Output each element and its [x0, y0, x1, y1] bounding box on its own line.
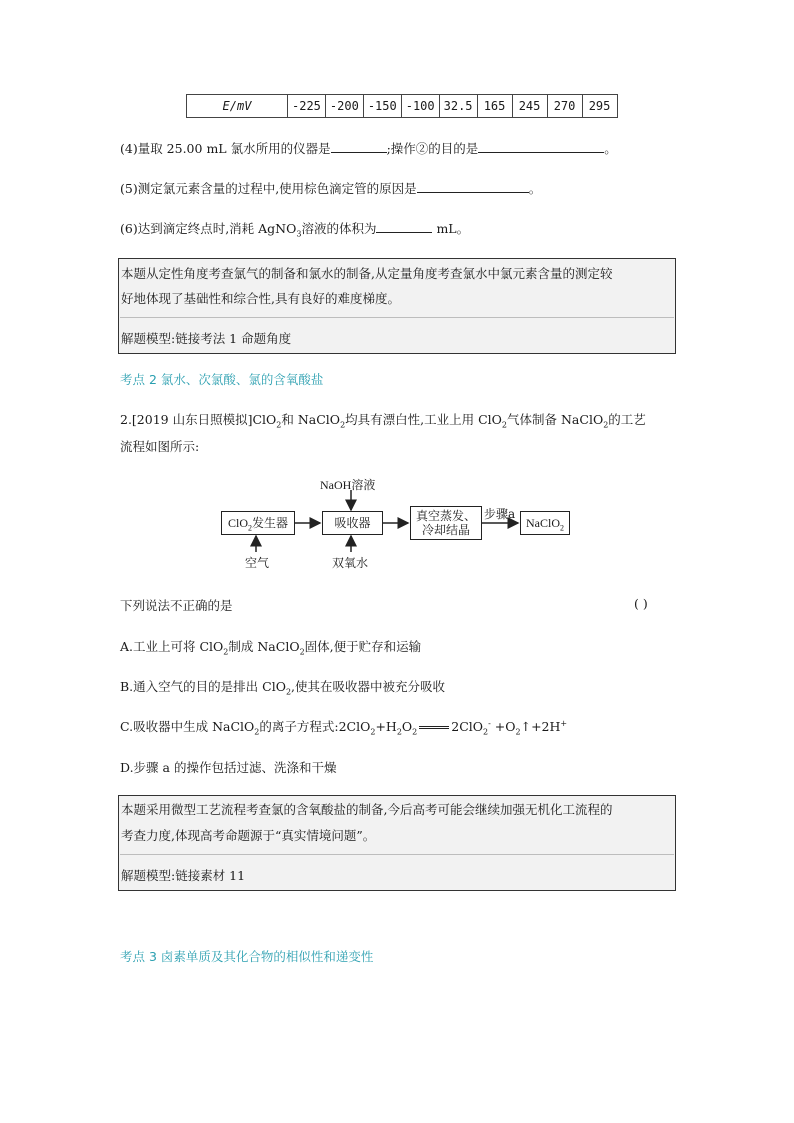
question-4: (4)量取 25.00 mL 氯水所用的仪器是 ;操作②的目的是 。	[120, 141, 617, 156]
naclo2-product-box: NaClO$_2$	[520, 511, 570, 535]
h2o2-label: 双氧水	[332, 556, 369, 570]
table-cell: 270	[547, 95, 582, 118]
answer-parentheses[interactable]: ( )	[634, 596, 648, 611]
table-cell: -150	[363, 95, 401, 118]
table-cell: 165	[477, 95, 512, 118]
commentary-box	[118, 258, 676, 354]
option-a[interactable]: A.工业上可将 ClO$_2$制成 NaClO$_2$固体,便于贮存和运输	[120, 639, 422, 657]
potential-table	[186, 94, 618, 118]
question-5: (5)测定氯元素含量的过程中,使用棕色滴定管的原因是 。	[120, 181, 542, 196]
table-cell: 32.5	[439, 95, 477, 118]
section-heading: 考点 3 卤素单质及其化合物的相似性和递变性	[120, 949, 374, 964]
answer-blank[interactable]	[331, 140, 387, 153]
option-d[interactable]: D.步骤 a 的操作包括过滤、洗涤和干燥	[120, 760, 337, 775]
table-cell: 295	[582, 95, 617, 118]
answer-blank[interactable]	[376, 220, 432, 233]
model-link: 解题模型:链接素材 11	[121, 868, 246, 883]
question-2-line1: 2.[2019 山东日照模拟]ClO$_2$和 NaClO$_2$均具有漂白性,工业上用 ClO$_2$气体制备 NaClO$_2$的工艺	[120, 412, 646, 430]
table-cell: 245	[512, 95, 547, 118]
commentary-box	[118, 795, 676, 891]
answer-blank[interactable]	[478, 140, 604, 153]
evaporation-box: 真空蒸发、 冷却结晶	[410, 506, 482, 540]
commentary-line: 考查力度,体现高考命题源于“真实情境问题”。	[121, 828, 376, 843]
naoh-label: NaOH溶液	[320, 478, 376, 492]
section-heading: 考点 2 氯水、次氯酸、氯的含氧酸盐	[120, 372, 324, 387]
model-link: 解题模型:链接考法 1 命题角度	[121, 331, 292, 346]
table-cell: -225	[288, 95, 326, 118]
air-label: 空气	[245, 556, 270, 570]
commentary-line: 本题从定性角度考查氯气的制备和氯水的制备,从定量角度考查氯水中氯元素含量的测定较	[121, 266, 613, 281]
commentary-line: 本题采用微型工艺流程考查氯的含氧酸盐的制备,今后高考可能会继续加强无机化工流程的	[121, 802, 613, 817]
table-header: E/mV	[187, 95, 288, 118]
answer-blank[interactable]	[417, 180, 529, 193]
question-6: (6)达到滴定终点时,消耗 AgNO$_3$溶液的体积为 mL。	[120, 221, 470, 239]
option-c[interactable]: C.吸收器中生成 NaClO$_2$的离子方程式$:2ClO_2+H_2O_2$ $2ClO_2^- +O_2↑+2H^+$	[120, 718, 568, 737]
question-stem: 下列说法不正确的是	[120, 598, 233, 613]
step-a-label: 步骤a	[484, 507, 516, 521]
question-2-line2: 流程如图所示:	[120, 439, 200, 454]
commentary-line: 好地体现了基础性和综合性,具有良好的难度梯度。	[121, 291, 400, 306]
table-cell: -100	[401, 95, 439, 118]
absorber-box: 吸收器	[322, 511, 383, 535]
option-b[interactable]: B.通入空气的目的是排出 ClO$_2$,使其在吸收器中被充分吸收	[120, 679, 446, 697]
clo2-generator-box: ClO$_2$发生器	[221, 511, 295, 535]
table-cell: -200	[325, 95, 363, 118]
equals-sign	[419, 726, 449, 729]
